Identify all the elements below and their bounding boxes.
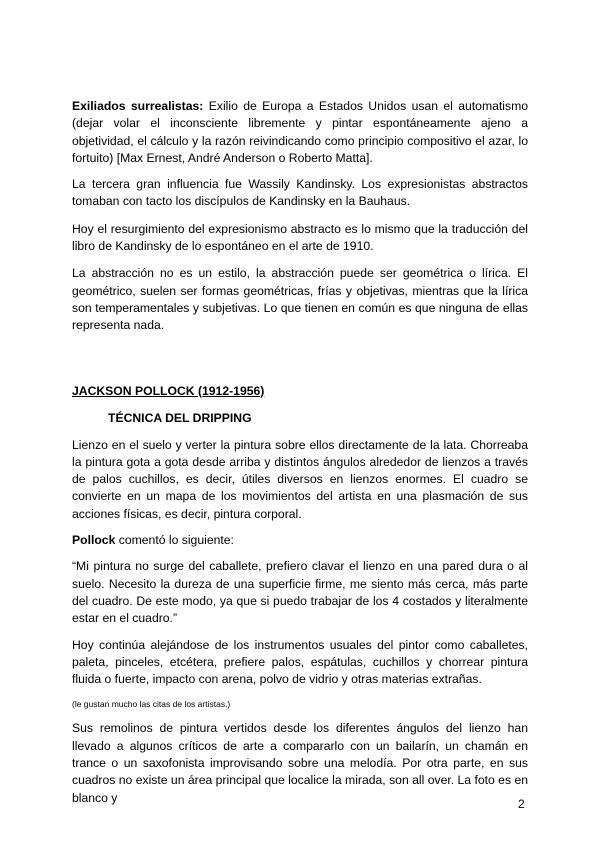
paragraph-lienzo: Lienzo en el suelo y verter la pintura sobre ellos directamente de la lata. Chorreaba la pintura gota a gota desde arriba y distintos ángulos alrededor de lienzos a través de palos cuchillos, es decir, útiles diversos en lienzos enormes. El cuadro se convierte en un mapa de los movimientos del artista en una plasmación de sus acciones físicas, es decir, pintura corporal.	[72, 437, 528, 521]
paragraph-text: Exilio de Europa a Estados Unidos usan el automatismo (dejar volar el inconsciente libremente y pintar espontáneamente ajeno a objetividad, el cálculo y la razón reivindicando como principio compositivo el azar, lo fortuito) [Max Ernest, André Anderson o Roberto Matta].	[72, 99, 528, 165]
paragraph-remolinos: Sus remolinos de pintura vertidos desde los diferentes ángulos del lienzo han llevado a algunos críticos de arte a compararlo con un bailarín, un chamán en trance o un saxofonista improvisando sobre una melodía. Por otra parte, en sus cuadros no existe un área principal que localice la mirada, son all over. La foto es en blanco y	[72, 721, 528, 805]
paragraph-text: comentó lo siguiente:	[115, 533, 234, 548]
paragraph-abstraccion: La abstracción no es un estilo, la abstracción puede ser geométrica o lírica. El geométrico, suelen ser formas geométricas, frías y objetivas, mientras que la lírica son temperamentales y subjetivas. Lo que tienen en común es que ninguna de ellas representa nada.	[72, 266, 528, 333]
paragraph-resurgimiento: Hoy el resurgimiento del expresionismo abstracto es lo mismo que la traducción del libro de Kandinsky de lo espontáneo en el arte de 1910.	[72, 221, 528, 254]
paragraph-exiliados-surrealistas	[72, 98, 528, 167]
paragraph-label: Pollock	[72, 533, 116, 548]
paragraph-pollock-comento	[72, 532, 528, 549]
page-number: 2	[518, 797, 525, 811]
paragraph-kandinsky: La tercera gran influencia fue Wassily Kandinsky. Los expresionistas abstractos tomaban con tacto los discípulos de Kandinsky en la Bauhaus.	[72, 177, 528, 209]
note-small: (le gustan mucho las citas de los artistas.)	[72, 699, 231, 710]
section-subheading: TÉCNICA DEL DRIPPING	[108, 410, 252, 425]
paragraph-instrumentos: Hoy continúa alejándose de los instrumentos usuales del pintor como caballetes, paleta, pinceles, etcétera, prefiere palos, espátulas, cuchillos y chorrear pintura fluida o fuerte, impacto con arena, polvo de vidrio y otras materias extrañas.	[72, 637, 528, 687]
paragraph-label: Exiliados surrealistas:	[72, 99, 204, 113]
paragraph-quote: “Mi pintura no surge del caballete, prefiero clavar el lienzo en una pared dura o al suelo. Necesito la dureza de una superficie firme, me siento más cerca, más parte del cuadro. De este modo, ya que si puedo trabajar de los 4 costados y literalmente estar en el cuadro.”	[72, 559, 528, 626]
page-content	[72, 98, 528, 807]
section-heading: JACKSON POLLOCK (1912-1956)	[72, 383, 265, 398]
